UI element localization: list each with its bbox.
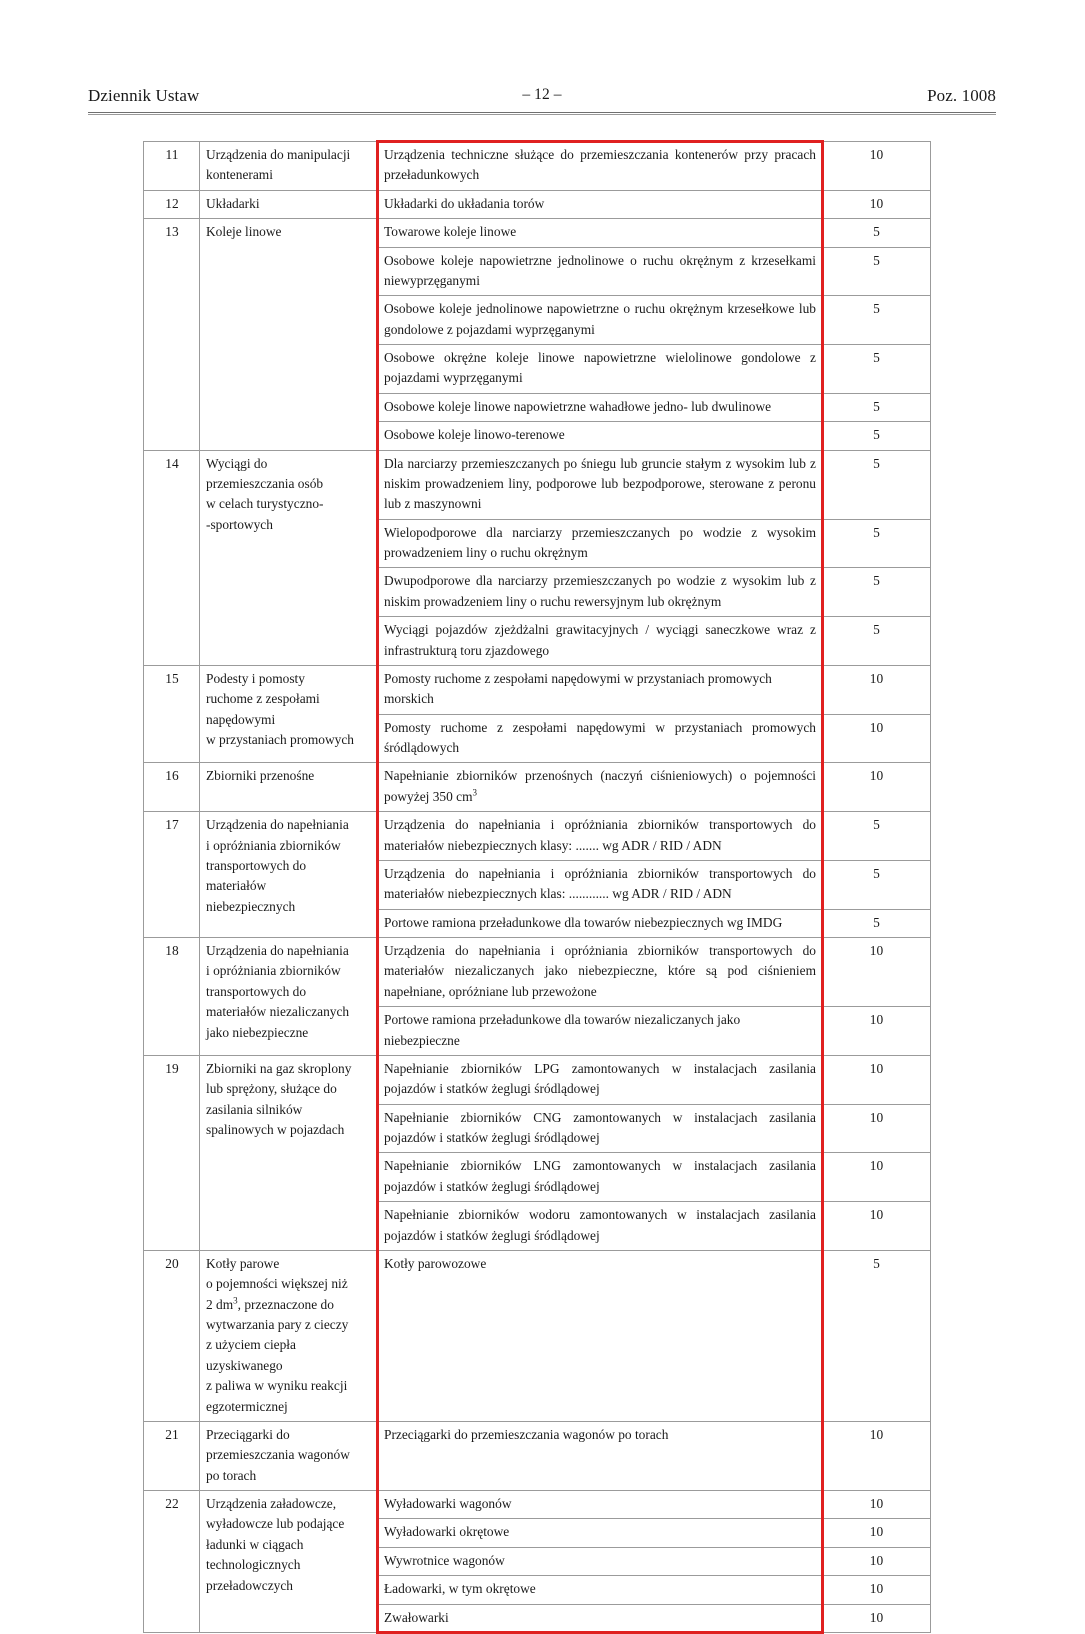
cell-interval-years: 10 bbox=[822, 190, 931, 218]
header-publication-title: Dziennik Ustaw bbox=[88, 86, 199, 106]
cell-description: Portowe ramiona przeładunkowe dla towarów niebezpiecznych wg IMDG bbox=[378, 909, 822, 937]
cell-interval-years: 5 bbox=[822, 247, 931, 296]
cell-description: Przeciągarki do przemieszczania wagonów po torach bbox=[378, 1421, 822, 1490]
cell-interval-years: 10 bbox=[822, 1153, 931, 1202]
cell-interval-years: 10 bbox=[822, 763, 931, 812]
table-row bbox=[144, 1250, 931, 1421]
cell-description: Kotły parowozowe bbox=[378, 1250, 822, 1421]
cell-item-number: 20 bbox=[144, 1250, 200, 1421]
cell-interval-years: 10 bbox=[822, 142, 931, 191]
cell-group-name: Wyciągi do przemieszczania osób w celach turystyczno- -sportowych bbox=[200, 450, 378, 665]
cell-interval-years: 10 bbox=[822, 1421, 931, 1490]
cell-interval-years: 5 bbox=[822, 422, 931, 450]
cell-interval-years: 10 bbox=[822, 938, 931, 1007]
cell-description: Dwupodporowe dla narciarzy przemieszczanych po wodzie z wysokim lub z niskim prowadzeniem liny o ruchu rewersyjnym lub okrężnym bbox=[378, 568, 822, 617]
cell-description: Układarki do układania torów bbox=[378, 190, 822, 218]
cell-interval-years: 10 bbox=[822, 714, 931, 763]
cell-description: Urządzenia techniczne służące do przemieszczania kontenerów przy pracach przeładunkowych bbox=[378, 142, 822, 191]
cell-description: Napełnianie zbiorników przenośnych (naczyń ciśnieniowych) o pojemności powyżej 350 $cm^3$ bbox=[378, 763, 822, 812]
equipment-inspection-table bbox=[143, 141, 931, 1633]
header-page-number: – 12 – bbox=[88, 86, 996, 104]
cell-interval-years: 10 bbox=[822, 1519, 931, 1547]
cell-description: Pomosty ruchome z zespołami napędowymi w przystaniach promowych morskich bbox=[378, 665, 822, 714]
cell-interval-years: 5 bbox=[822, 909, 931, 937]
cell-description: Urządzenia do napełniania i opróżniania zbiorników transportowych do materiałów niebezpiecznych klas: ............ wg ADR / RID / ADN bbox=[378, 860, 822, 909]
cell-description: Pomosty ruchome z zespołami napędowymi w przystaniach promowych śródlądowych bbox=[378, 714, 822, 763]
cell-description: Wielopodporowe dla narciarzy przemieszczanych po wodzie z wysokim prowadzeniem liny o ruchu okrężnym bbox=[378, 519, 822, 568]
cell-item-number: 18 bbox=[144, 938, 200, 1056]
cell-item-number: 15 bbox=[144, 665, 200, 763]
table-body bbox=[144, 142, 931, 1633]
cell-interval-years: 5 bbox=[822, 568, 931, 617]
cell-interval-years: 5 bbox=[822, 617, 931, 666]
cell-group-name: Zbiorniki przenośne bbox=[200, 763, 378, 812]
cell-interval-years: 5 bbox=[822, 1250, 931, 1421]
cell-interval-years: 10 bbox=[822, 1576, 931, 1604]
cell-description: Osobowe koleje linowo-terenowe bbox=[378, 422, 822, 450]
cell-description: Osobowe okrężne koleje linowe napowietrzne wielolinowe gondolowe z pojazdami wyprzęganymi bbox=[378, 345, 822, 394]
cell-description: Napełnianie zbiorników LNG zamontowanych w instalacjach zasilania pojazdów i statków żeglugi śródlądowej bbox=[378, 1153, 822, 1202]
cell-description: Wyładowarki okrętowe bbox=[378, 1519, 822, 1547]
cell-description: Osobowe koleje jednolinowe napowietrzne o ruchu okrężnym krzesełkowe lub gondolowe z pojazdami wyprzęganymi bbox=[378, 296, 822, 345]
cell-description: Towarowe koleje linowe bbox=[378, 219, 822, 247]
cell-description: Napełnianie zbiorników LPG zamontowanych w instalacjach zasilania pojazdów i statków żeglugi śródlądowej bbox=[378, 1055, 822, 1104]
cell-item-number: 17 bbox=[144, 812, 200, 938]
cell-description: Wyciągi pojazdów zjeżdżalni grawitacyjnych / wyciągi saneczkowe wraz z infrastrukturą toru zjazdowego bbox=[378, 617, 822, 666]
cell-item-number: 12 bbox=[144, 190, 200, 218]
table-row bbox=[144, 142, 931, 191]
cell-description: Osobowe koleje linowe napowietrzne wahadłowe jedno- lub dwulinowe bbox=[378, 393, 822, 421]
cell-description: Ładowarki, w tym okrętowe bbox=[378, 1576, 822, 1604]
cell-interval-years: 10 bbox=[822, 665, 931, 714]
cell-description: Napełnianie zbiorników CNG zamontowanych w instalacjach zasilania pojazdów i statków żeglugi śródlądowej bbox=[378, 1104, 822, 1153]
cell-item-number: 19 bbox=[144, 1055, 200, 1250]
cell-group-name: Urządzenia załadowcze, wyładowcze lub podające ładunki w ciągach technologicznych przeładowczych bbox=[200, 1491, 378, 1633]
cell-interval-years: 5 bbox=[822, 296, 931, 345]
cell-item-number: 16 bbox=[144, 763, 200, 812]
cell-item-number: 22 bbox=[144, 1491, 200, 1633]
cell-group-name: Przeciągarki do przemieszczania wagonów po torach bbox=[200, 1421, 378, 1490]
cell-interval-years: 5 bbox=[822, 450, 931, 519]
table-row bbox=[144, 763, 931, 812]
cell-description: Urządzenia do napełniania i opróżniania zbiorników transportowych do materiałów niezaliczanych jako niebezpieczne, które są pod ciśnieniem napełniane, opróżniane lub przewożone bbox=[378, 938, 822, 1007]
cell-description: Dla narciarzy przemieszczanych po śniegu lub gruncie stałym z wysokim lub z niskim prowadzeniem liny, podporowe lub bezpodporowe, sterowane z peronu lub z maszynowni bbox=[378, 450, 822, 519]
cell-item-number: 11 bbox=[144, 142, 200, 191]
header-item-number: Poz. 1008 bbox=[927, 86, 996, 106]
cell-interval-years: 10 bbox=[822, 1491, 931, 1519]
cell-interval-years: 10 bbox=[822, 1604, 931, 1632]
cell-description: Napełnianie zbiorników wodoru zamontowanych w instalacjach zasilania pojazdów i statków żeglugi śródlądowej bbox=[378, 1202, 822, 1251]
cell-interval-years: 10 bbox=[822, 1104, 931, 1153]
table-row bbox=[144, 219, 931, 247]
cell-group-name: Urządzenia do napełniania i opróżniania zbiorników transportowych do materiałów niezaliczanych jako niebezpieczne bbox=[200, 938, 378, 1056]
cell-description: Portowe ramiona przeładunkowe dla towarów niezaliczanych jako niebezpieczne bbox=[378, 1007, 822, 1056]
cell-interval-years: 5 bbox=[822, 519, 931, 568]
cell-interval-years: 10 bbox=[822, 1007, 931, 1056]
cell-group-name: Urządzenia do napełniania i opróżniania zbiorników transportowych do materiałów niebezpiecznych bbox=[200, 812, 378, 938]
cell-group-name: Podesty i pomosty ruchome z zespołami napędowymi w przystaniach promowych bbox=[200, 665, 378, 763]
cell-description: Osobowe koleje napowietrzne jednolinowe o ruchu okrężnym z krzesełkami niewyprzęganymi bbox=[378, 247, 822, 296]
table-row bbox=[144, 1421, 931, 1490]
table-row bbox=[144, 1491, 931, 1519]
header-divider-rule bbox=[88, 112, 996, 115]
cell-group-name: Urządzenia do manipulacji kontenerami bbox=[200, 142, 378, 191]
cell-interval-years: 5 bbox=[822, 812, 931, 861]
cell-description: Wyładowarki wagonów bbox=[378, 1491, 822, 1519]
equipment-inspection-table-wrapper bbox=[143, 141, 930, 1633]
cell-group-name: Zbiorniki na gaz skroplony lub sprężony, służące do zasilania silników spalinowych w pojazdach bbox=[200, 1055, 378, 1250]
table-row bbox=[144, 190, 931, 218]
cell-item-number: 14 bbox=[144, 450, 200, 665]
cell-item-number: 13 bbox=[144, 219, 200, 450]
cell-group-name: Układarki bbox=[200, 190, 378, 218]
cell-interval-years: 10 bbox=[822, 1202, 931, 1251]
cell-interval-years: 10 bbox=[822, 1055, 931, 1104]
cell-description: Urządzenia do napełniania i opróżniania zbiorników transportowych do materiałów niebezpiecznych klasy: ....... wg ADR / RID / ADN bbox=[378, 812, 822, 861]
table-row bbox=[144, 665, 931, 714]
table-row bbox=[144, 1055, 931, 1104]
cell-item-number: 21 bbox=[144, 1421, 200, 1490]
cell-group-name: Koleje linowe bbox=[200, 219, 378, 450]
cell-interval-years: 5 bbox=[822, 860, 931, 909]
running-header bbox=[88, 86, 996, 106]
cell-description: Wywrotnice wagonów bbox=[378, 1547, 822, 1575]
cell-interval-years: 5 bbox=[822, 345, 931, 394]
cell-group-name: Kotły parowe o pojemności większej niż 2 $dm^3$, przeznaczone do wytwarzania pary z cieczy z użyciem ciepła uzyskiwanego z paliwa w wyniku reakcji egzotermicznej bbox=[200, 1250, 378, 1421]
table-row bbox=[144, 938, 931, 1007]
cell-description: Zwałowarki bbox=[378, 1604, 822, 1632]
cell-interval-years: 5 bbox=[822, 393, 931, 421]
table-row bbox=[144, 812, 931, 861]
cell-interval-years: 10 bbox=[822, 1547, 931, 1575]
cell-interval-years: 5 bbox=[822, 219, 931, 247]
table-row bbox=[144, 450, 931, 519]
